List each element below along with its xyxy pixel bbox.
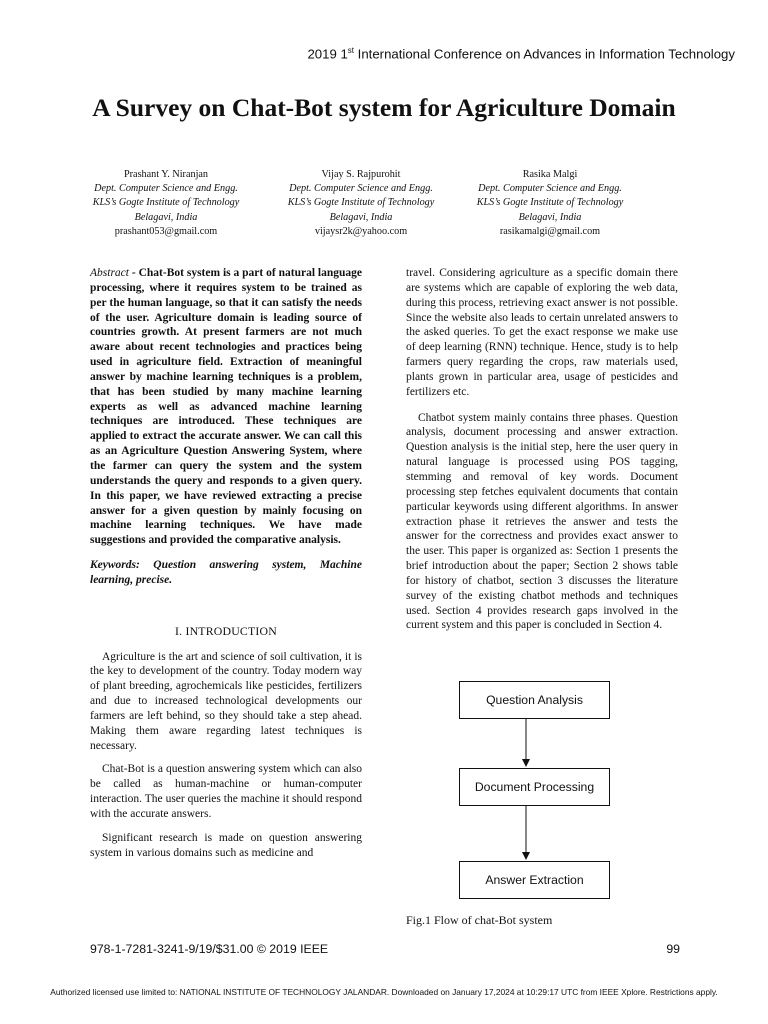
- author-name: Prashant Y. Niranjan: [123, 169, 209, 180]
- conference-header: 2019 1st International Conference on Advances in Information Technology: [307, 46, 735, 62]
- keywords-text: Question answering system, Machine learning, precise.: [90, 559, 362, 586]
- abstract-label: Abstract: [90, 267, 129, 279]
- keywords: [90, 558, 362, 588]
- paragraph: travel. Considering agriculture as a specific domain there are systems which are capable of exploring the web data, during this process, retrieving exact answer is not possible. Since the website also leads to certain unrelated answers to the asked queries. To get the exact response we make use of deep learning (RNN) technique. Hence, study is to help farmers query regarding the crops, raw materials used, plants grown in particular area, usage of pesticides and fertilizers etc.: [406, 267, 678, 398]
- abstract-text: - Chat-Bot system is a part of natural language processing, where it requires system to be trained as per the human language, so that it can satisfy the needs of the user. Agriculture domain is leading source of countries growth. At present farmers are not much aware about recent technologies and practices being used in agriculture field. Extraction of meaningful answer by machine learning techniques is a problem, that has been studied by many machine learning experts as well as advanced machine learning techniques are introduced. These techniques are applied to extract the accurate answer. We can call this as an Agriculture Question Answering System, where the farmer can query the system and the system understands the query and responds to a given query. In this paper, we have reviewed extracting a precise answer for a given question by mainly focusing on machine learning techniques. We have made suggestions and provided the comparative analysis.: [90, 267, 362, 547]
- paragraph: Significant research is made on question answering system in various domains such as medicine and: [90, 831, 362, 859]
- author-block: [455, 168, 645, 239]
- flowchart-box-document-processing: Document Processing: [459, 768, 610, 806]
- paper-title: A Survey on Chat-Bot system for Agriculture Domain: [92, 93, 676, 122]
- author-location: Belagavi, India: [134, 211, 198, 223]
- author-name: Vijay S. Rajpurohit: [321, 169, 401, 180]
- author-email: prashant053@gmail.com: [114, 225, 218, 237]
- conference-ordinal: st: [347, 46, 355, 55]
- author-dept: Dept. Computer Science and Engg.: [94, 183, 238, 195]
- section-heading: I. INTRODUCTION: [175, 623, 277, 638]
- license-notice: Authorized licensed use limited to: NATIONAL INSTITUTE OF TECHNOLOGY JALANDAR. Downloaded on January 17,2024 at 10:29:17 UTC from IEEE Xplore. Restrictions apply.: [50, 987, 718, 997]
- author-location: Belagavi, India: [329, 211, 393, 223]
- page-number: 99: [666, 942, 680, 956]
- author-dept: Dept. Computer Science and Engg.: [478, 183, 622, 195]
- author-name: Rasika Malgi: [522, 169, 578, 180]
- author-email: vijaysr2k@yahoo.com: [314, 225, 408, 237]
- author-block: [266, 168, 456, 239]
- paragraph: Agriculture is the art and science of soil cultivation, it is the key to development of the country. Today modern way of plant breeding, agrochemicals like pesticides, fertilizers and due to increased technological developments our farmers are left behind, so they should take a step ahead. Making them aware regarding latest techniques is necessary.: [90, 650, 362, 752]
- right-column: [406, 266, 678, 644]
- author-institute: KLS’s Gogte Institute of Technology: [476, 197, 624, 209]
- flowchart-box-question-analysis: Question Analysis: [459, 681, 610, 719]
- abstract: [90, 266, 362, 548]
- paragraph: Chat-Bot is a question answering system which can also be called as human-machine or human-computer interaction. The user queries the machine it should respond with the accurate answers.: [90, 763, 362, 820]
- author-institute: KLS’s Gogte Institute of Technology: [287, 197, 435, 209]
- author-email: rasikamalgi@gmail.com: [499, 225, 601, 237]
- author-block: [71, 168, 261, 239]
- flowchart-box-answer-extraction: Answer Extraction: [459, 861, 610, 899]
- figure-caption: Fig.1 Flow of chat-Bot system: [406, 913, 553, 927]
- paragraph: Chatbot system mainly contains three phases. Question analysis, document processing and answer extraction. Question analysis is the initial step, here the user query in natural language is processed using POS tagging, stemming and removal of key words. Document processing step fetches equivalent documents that contain particular keywords using different algorithms. In answer extraction phase it retrieves the answer and tests the answer for the correctness and provides exact answer to the user. This paper is organized as: Section 1 presents the brief introduction about the paper; Section 2 shows table for history of chatbot, section 3 discusses the literature survey of the existing chatbot methods and techniques used. Section 4 provides research gaps involved in the current system and this paper is concluded in Section 4.: [406, 411, 678, 632]
- footer-isbn: 978-1-7281-3241-9/19/$31.00 © 2019 IEEE: [90, 942, 329, 956]
- keywords-label: Keywords:: [90, 559, 140, 572]
- author-location: Belagavi, India: [518, 211, 582, 223]
- left-column: [90, 266, 362, 870]
- author-dept: Dept. Computer Science and Engg.: [289, 183, 433, 195]
- author-institute: KLS’s Gogte Institute of Technology: [92, 197, 240, 209]
